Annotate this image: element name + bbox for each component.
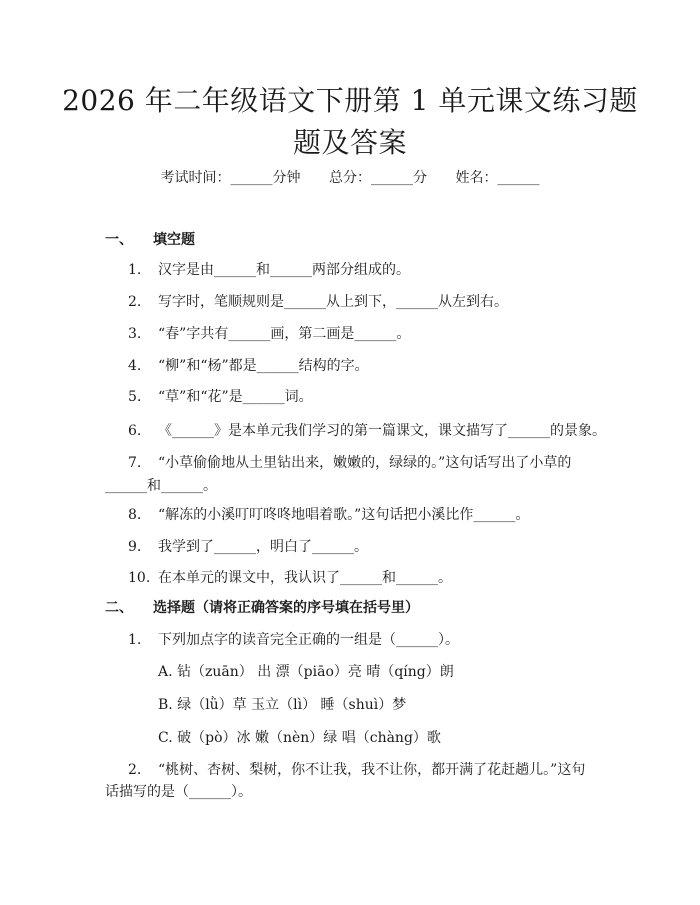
question-number: 6. <box>128 423 142 439</box>
section-1-heading <box>105 230 195 250</box>
title-line-1: 2026 年二年级语文下册第 1 单元课文练习题 <box>62 84 638 117</box>
question-text: “小草偷偷地从土里钻出来，嫩嫩的，绿绿的。”这句话写出了小草的 <box>158 455 572 471</box>
question-2-1 <box>105 629 595 651</box>
question-number: 2. <box>128 294 142 310</box>
question-text: “草”和“花”是______词。 <box>158 389 313 405</box>
exam-time: 考试时间：______分钟 <box>160 170 301 186</box>
document-title <box>60 80 640 164</box>
question-1-3 <box>105 323 595 345</box>
question-text: 《______》是本单元我们学习的第一篇课文，课文描写了______的景象。 <box>158 423 606 439</box>
section-1-title: 填空题 <box>153 232 195 248</box>
question-number: 5. <box>128 389 142 405</box>
question-text: 写字时，笔顺规则是______从上到下，______从左到右。 <box>158 294 508 310</box>
question-number: 3. <box>128 326 142 342</box>
question-number: 1. <box>128 632 142 648</box>
question-1-7-continued: ______和______。 <box>105 478 217 494</box>
question-2-2 <box>105 759 595 781</box>
question-number: 8. <box>128 507 142 523</box>
question-text: 汉字是由______和______两部分组成的。 <box>158 262 410 278</box>
question-1-2 <box>105 291 595 313</box>
question-number: 2. <box>128 762 142 778</box>
question-1-5 <box>105 386 595 408</box>
question-1-7 <box>105 452 595 474</box>
question-number: 10. <box>128 570 151 586</box>
question-text: 在本单元的课文中，我认识了______和______。 <box>158 570 452 586</box>
question-text: “解冻的小溪叮叮咚咚地唱着歌。”这句话把小溪比作______。 <box>158 507 530 523</box>
question-1-10 <box>105 567 595 589</box>
question-1-6 <box>105 420 625 442</box>
question-number: 9. <box>128 539 142 555</box>
question-1-1 <box>105 259 595 281</box>
question-text: “桃树、杏树、梨树，你不让我，我不让你，都开满了花赶趟儿。”这句 <box>158 762 586 778</box>
exam-score: 总分：______分 <box>329 170 427 186</box>
option-c: C. 破（pò）冰 嫩（nèn）绿 唱（chàng）歌 <box>158 730 441 746</box>
section-2-title: 选择题（请将正确答案的序号填在括号里） <box>153 600 419 616</box>
question-number: 7. <box>128 455 142 471</box>
option-b: B. 绿（lǜ）草 玉立（lì） 睡（shuì）梦 <box>158 697 407 713</box>
question-text: “春”字共有______画，第二画是______。 <box>158 326 411 342</box>
question-1-4 <box>105 355 595 377</box>
question-number: 4. <box>128 358 142 374</box>
question-text: 我学到了______，明白了______。 <box>158 539 368 555</box>
student-name: 姓名：______ <box>455 170 540 186</box>
question-text: “柳”和“杨”都是______结构的字。 <box>158 358 369 374</box>
question-2-2-continued: 话描写的是（______）。 <box>105 784 252 800</box>
question-1-9 <box>105 536 595 558</box>
title-line-2: 题及答案 <box>292 126 407 159</box>
option-a: A. 钻（zuān） 出 漂（piāo）亮 晴（qíng）朗 <box>158 664 454 680</box>
question-number: 1. <box>128 262 142 278</box>
section-2-heading <box>105 598 419 618</box>
question-text: 下列加点字的读音完全正确的一组是（______）。 <box>158 632 459 648</box>
exam-info <box>0 168 700 188</box>
section-2-number: 二、 <box>105 600 133 616</box>
section-1-number: 一、 <box>105 232 133 248</box>
question-1-8 <box>105 504 595 526</box>
